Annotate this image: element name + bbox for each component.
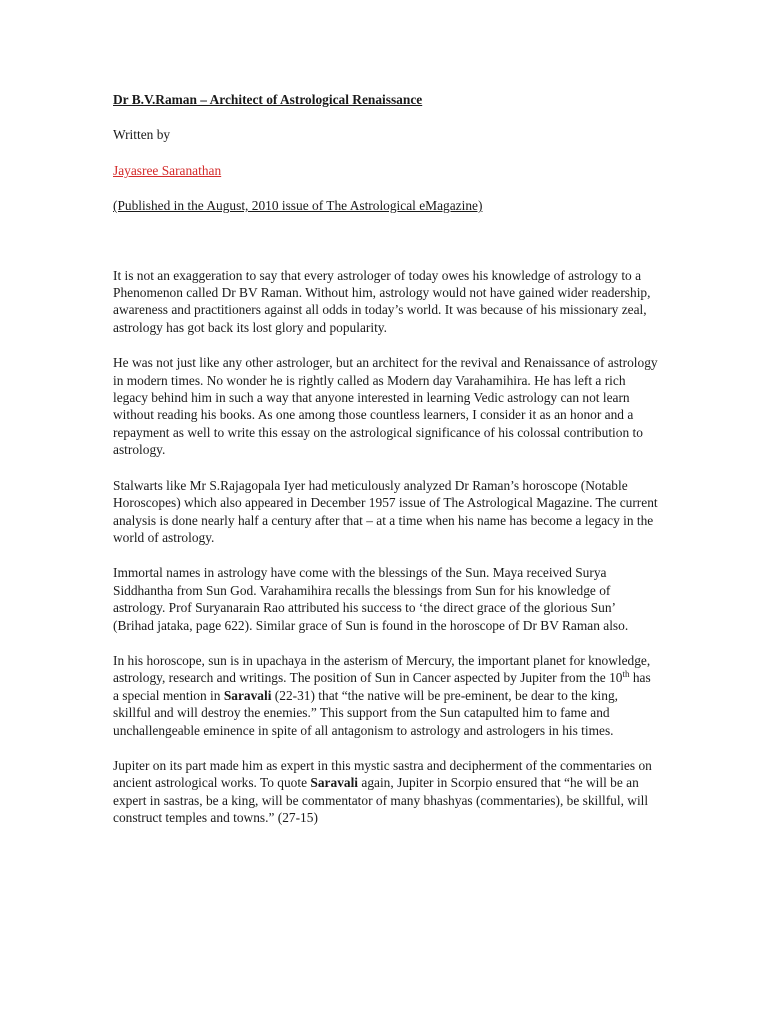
saravali-reference: Saravali [223, 687, 272, 703]
saravali-reference: Saravali [310, 775, 359, 791]
paragraph-5-text-b: has a special mention in [113, 670, 651, 703]
written-by-label: Written by [113, 127, 171, 143]
paragraph-6-text-b: again, Jupiter in Scorpio ensured that “he will be an expert in sastras, be a king, will be commentator of many bhashyas (commentaries), be skillful, will construct temples and towns.” (27-15) [113, 775, 649, 826]
paragraph-2: He was not just like any other astrologer, but an architect for the revival and Renaissance of astrology in modern times. No wonder he is rightly called as Modern day Varahamihira. He has left a rich legacy behind him in such a way that anyone interested in learning Vedic astrology can not learn without reading his books. As one among those countless learners, I consider it as an honor and a repayment as well to write this essay on the astrological significance of his colossal contribution to astrology. [113, 355, 658, 458]
paragraph-5-text-a: In his horoscope, sun is in upachaya in the asterism of Mercury, the important planet for knowledge, astrology, research and writings. The position of Sun in Cancer aspected by Jupiter from the 10 [113, 652, 651, 686]
paragraph-6 [113, 757, 658, 827]
paragraph-5-text-c: (22-31) that “the native will be pre-eminent, be dear to the king, skillful and will destroy the enemies.” This support from the Sun catapulted him to fame and unchallengeable eminence in spite of all antagonism to astrology and astrologers in his times. [113, 687, 619, 738]
author-link[interactable]: Jayasree Saranathan [113, 162, 222, 178]
ordinal-superscript: th [622, 669, 630, 680]
publication-note: (Published in the August, 2010 issue of The Astrological eMagazine) [113, 198, 483, 214]
paragraph-1: It is not an exaggeration to say that every astrologer of today owes his knowledge of astrology to a Phenomenon called Dr BV Raman. Without him, astrology would not have gained wider readership, awareness and practitioners against all odds in today’s world. It was because of his missionary zeal, astrology has got back its lost glory and popularity. [113, 267, 651, 335]
paragraph-6-text-a: Jupiter on its part made him as expert in this mystic sastra and decipherment of the commentaries on ancient astrological works. To quote [113, 757, 652, 791]
article-title: Dr B.V.Raman – Architect of Astrological Renaissance [113, 92, 423, 107]
document-body [113, 91, 658, 845]
paragraph-3: Stalwarts like Mr S.Rajagopala Iyer had meticulously analyzed Dr Raman’s horoscope (Notable Horoscopes) which also appeared in December 1957 issue of The Astrological Magazine. The current analysis is done nearly half a century after that – at a time when his name has become a legacy in the world of astrology. [113, 477, 658, 545]
paragraph-4: Immortal names in astrology have come with the blessings of the Sun. Maya received Surya Siddhantha from Sun God. Varahamihira recalls the blessings from Sun for his knowledge of astrology. Prof Suryanarain Rao attributed his success to ‘the direct grace of the glorious Sun’ (Brihad jataka, page 622). Similar grace of Sun is found in the horoscope of Dr BV Raman also. [113, 565, 629, 633]
paragraph-5 [113, 652, 658, 739]
